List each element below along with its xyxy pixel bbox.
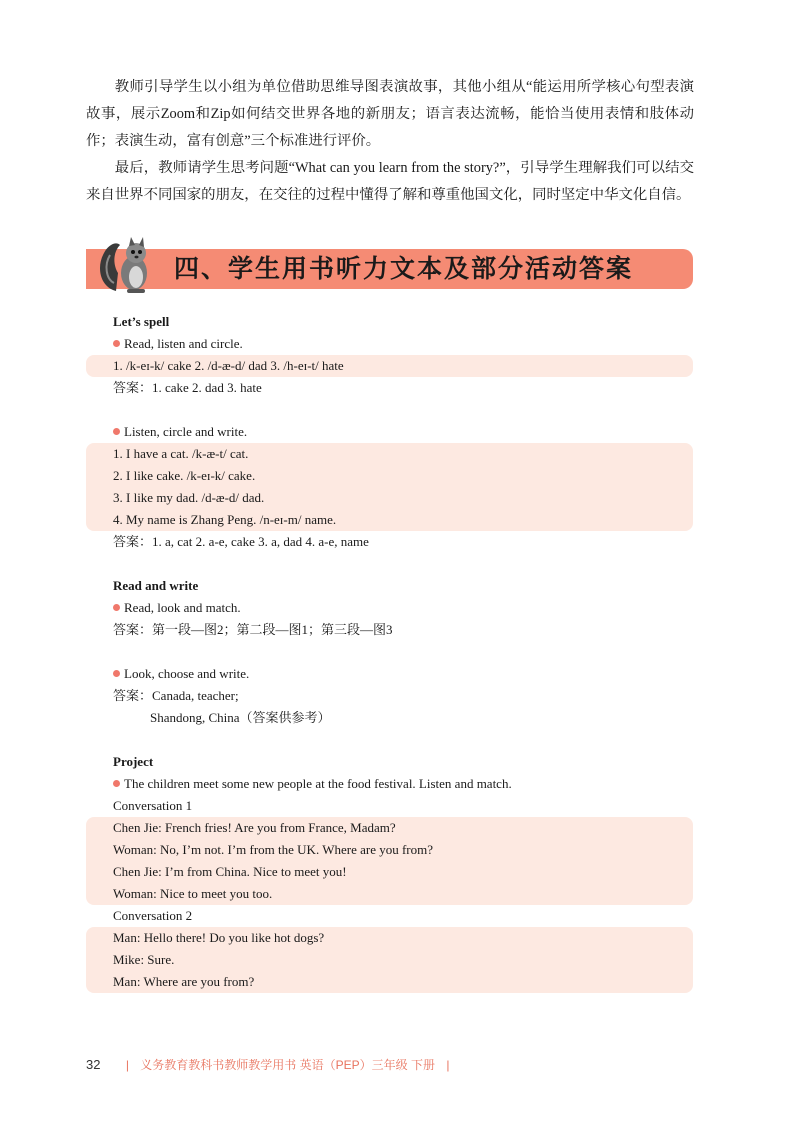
activity-title: Listen, circle and write. [113, 421, 693, 443]
listening-line: 1. /k-eɪ-k/ cake 2. /d-æ-d/ dad 3. /h-eɪ-t/ hate [113, 358, 344, 373]
dialogue-line: Chen Jie: I’m from China. Nice to meet you! [113, 864, 347, 879]
listening-text-box [86, 927, 693, 993]
dialogue-line: Woman: Nice to meet you too. [113, 886, 273, 901]
read-write-heading: Read and write [113, 578, 199, 593]
listening-text-box [86, 817, 693, 905]
book-title: 义务教育教科书教师教学用书 英语（PEP）三年级 下册 [140, 1058, 435, 1072]
listening-line: 4. My name is Zhang Peng. /n-eɪ-m/ name. [113, 512, 337, 527]
dialogue-line: Chen Jie: French fries! Are you from France, Madam? [113, 820, 396, 835]
lets-spell-heading: Let’s spell [113, 314, 170, 329]
dialogue-line: Mike: Sure. [113, 952, 175, 967]
project-heading: Project [113, 754, 154, 769]
activity-title: Look, choose and write. [113, 663, 693, 685]
listening-line: 2. I like cake. /k-eɪ-k/ cake. [113, 468, 256, 483]
listening-line: 3. I like my dad. /d-æ-d/ dad. [113, 490, 265, 505]
dialogue-line: Man: Where are you from? [113, 974, 255, 989]
dialogue-line: Woman: No, I’m not. I’m from the UK. Where are you from? [113, 842, 434, 857]
answer-line: Shandong, China（答案供参考） [150, 710, 331, 725]
intro-paragraph-2: 最后，教师请学生思考问题“What can you learn from the story?”，引导学生理解我们可以结交来自世界不同国家的朋友，在交往的过程中懂得了解和尊重他国文化，同时坚定中华文化自信。 [86, 160, 694, 203]
conversation-label: Conversation 1 [113, 798, 193, 813]
activity-title: Read, listen and circle. [113, 333, 693, 355]
footer-separator: | [446, 1058, 450, 1072]
answer-line: 答案：第一段—图2；第二段—图1；第三段—图3 [113, 622, 393, 637]
section-title: 四、学生用书听力文本及部分活动答案 [174, 256, 634, 283]
dialogue-line: Man: Hello there! Do you like hot dogs? [113, 930, 325, 945]
listening-text-box [86, 443, 693, 531]
conversation-label: Conversation 2 [113, 908, 193, 923]
squirrel-icon [94, 233, 158, 297]
page-number: 32 [86, 1057, 101, 1072]
footer-separator: | [125, 1058, 129, 1072]
answer-line: 答案：Canada, teacher; [113, 688, 239, 703]
answers-content [113, 311, 693, 993]
listening-text-box [86, 355, 693, 377]
page-footer [86, 1055, 457, 1075]
intro-paragraph-1: 教师引导学生以小组为单位借助思维导图表演故事，其他小组从“能运用所学核心句型表演故事，展示Zoom和Zip如何结交世界各地的新朋友；语言表达流畅，能恰当使用表情和肢体动作；表演生动，富有创意”三个标准进行评价。 [86, 79, 694, 149]
intro-text [86, 74, 694, 209]
answer-line: 答案：1. cake 2. dad 3. hate [113, 380, 262, 395]
listening-line: 1. I have a cat. /k-æ-t/ cat. [113, 446, 249, 461]
activity-title: Read, look and match. [113, 597, 693, 619]
activity-title: The children meet some new people at the food festival. Listen and match. [113, 773, 693, 795]
answer-line: 答案：1. a, cat 2. a-e, cake 3. a, dad 4. a-e, name [113, 534, 369, 549]
